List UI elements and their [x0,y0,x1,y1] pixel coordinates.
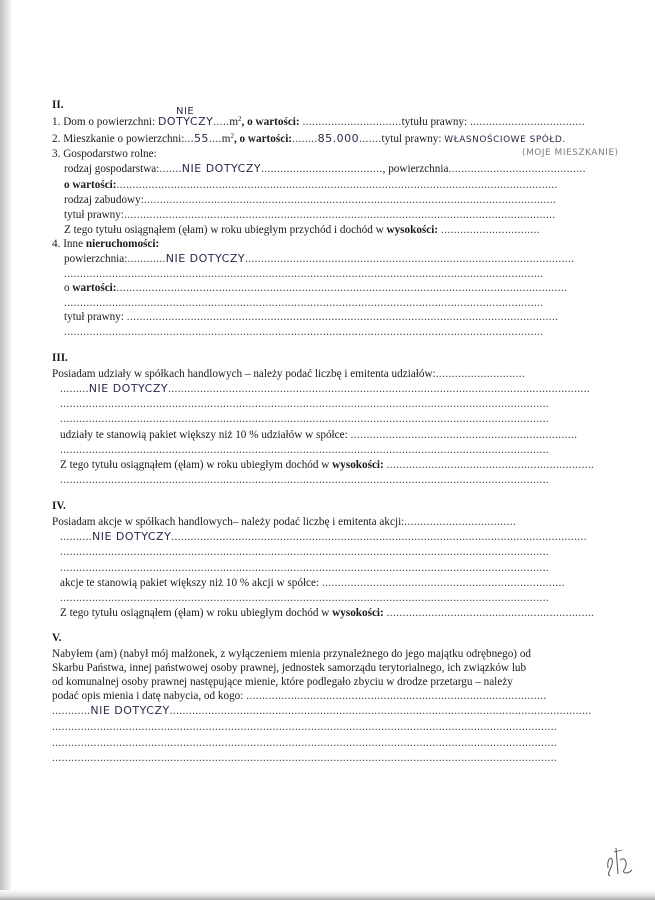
item2-unit: m [221,133,231,145]
item3-title-label: tytuł prawny: [64,209,124,221]
item3-value-line: o wartości:.......................................................................................................................................... [64,179,558,191]
item2-line: 2. Mieszkanie o $powierzchni:...55....m^2$, o wartości:........85.000.......tytul prawny: WŁASNOŚCIOWE SPÓŁD. [52,132,566,145]
item4-line [52,238,159,250]
item1-handwriting: DOTYCZY [157,115,214,128]
dotted-line: ......................................................................................................................................................... [60,413,550,425]
section-3-heading: III. [52,352,68,364]
section-3-hand-line: .........NIE DOTYCZY.................................................................................................................................... [60,382,591,395]
item3-income-text: Z tego tytułu osiągnąłem (ęłam) w roku ubiegłym przychód i dochód w [64,224,384,236]
section-3-income-line: Z tego tytułu osiągnąłem (ęłam) w roku ubiegłym dochód w wysokości: ................................................................. [60,459,595,471]
item4-bold: nieruchomości: [85,238,160,250]
section-3-intro: Posiadam udziały w spółkach handlowych – należy podać liczbę i emitenta udziałów: [52,368,436,380]
item1-unit-sup: 2 [238,115,242,123]
section-4-income-bold: wysokości: [332,607,384,619]
section-4-stake-text: akcje te stanowią pakiet większy niż 10 % akcji w spółce: [60,577,320,589]
item3-kind-line: rodzaj gospodarstwa:.......NIE DOTYCZY......................................, powierzchnia........................................... [64,162,586,175]
section-4-intro: Posiadam akcje w spółkach handlowych– należy podać liczbę i emitenta akcji: [52,516,405,528]
item4-value-line: o wartości:............................................................................................................................................. [64,282,568,294]
item4-value-prefix: o [64,282,70,294]
section-5-heading: V. [52,632,62,644]
section-4-hand-line: ..........NIE DOTYCZY.................................................................................................................................. [60,530,587,543]
item3-area-label: , powierzchnia [382,163,449,175]
section-4-heading: IV. [52,500,66,512]
item1-title-label: tytułu prawny: [401,116,468,128]
section-5-line4: podać opis mienia i datę nabycia, od kogo: [52,690,244,702]
item1-dots2: .................................... [469,116,586,128]
dotted-line: ......................................................................................................................................................... [60,474,550,486]
item4-area-label: powierzchnia: [64,253,128,265]
dotted-line: ...................................................................................................................................................... [64,326,544,338]
section-5-line2: Skarbu Państwa, innej państwowej osoby prawnej, jednostek samorządu terytorialnego, ich związków lub [52,662,527,674]
section-4-stake-line: akcje te stanowią pakiet większy niż 10 % akcji w spółce: ............................................................................ [60,577,565,589]
dotted-line: ...................................................................................................................................................... [64,268,544,280]
item4-value-bold: wartości: [72,282,117,294]
item1-prefix: 1. Dom o powierzchni: [52,116,156,128]
item2-hand-note: (MOJE MIESZKANIE) [522,148,619,158]
section-3-intro-line: Posiadam udziały w spółkach handlowych – należy podać liczbę i emitenta udziałów:............................ [52,368,526,380]
item2-prefix: 2. Mieszkanie o powierzchni: [52,133,185,145]
signature-initials [600,840,640,880]
section-3-handwriting: NIE DOTYCZY [88,382,169,395]
item2-value-label: , o wartości: [233,133,293,145]
item2-hand-value: 85.000 [317,132,360,145]
section-4-income-text: Z tego tytułu osiągnąłem (ęłam) w roku ubiegłym dochód w [60,607,330,619]
dotted-line: ......................................................................................................................................................... [60,592,550,604]
section-3-income-bold: wysokości: [332,459,384,471]
item3-title-line: tytuł prawny:....................................................................................................................................... [64,209,556,221]
item3-build-line: rodzaj zabudowy:................................................................................................................................. [64,194,557,206]
dotted-line: ......................................................................................................................................................... [60,562,550,574]
item4-area-line: powierzchnia:............NIE DOTYCZY....................................................................................................... [64,252,575,265]
section-3-stake-text: udziały te stanowią pakiet większy niż 10 % udziałów w spółce: [60,429,348,441]
dotted-line: .............................................................................................................................................................. [52,721,558,733]
section-4-intro-line: Posiadam akcje w spółkach handlowych– należy podać liczbę i emitenta akcji:................................... [52,516,517,528]
section-3-stake-line: udziały te stanowią pakiet większy niż 10 % udziałów w spółce: ....................................................................... [60,429,578,441]
item4-title-line: tytuł prawny: ....................................................................................................................................... [64,311,559,323]
scan-edge-left [0,0,12,900]
item3-handwriting: NIE DOTYCZY [181,162,262,175]
item1-line: 1. Dom o powierzchni: $DOTYCZY.....m^2$, o wartości: ...............................tytułu prawny: .................................... [52,115,586,128]
item1-dots1: ............................... [302,116,402,128]
item1-value-label: , o wartości: [241,116,300,128]
item1-unit: m [229,116,239,128]
dotted-line: ......................................................................................................................................................... [60,398,550,410]
section-5-line4-wrap: podać opis mienia i datę nabycia, od kogo: .............................................................................................. [52,690,547,702]
section-5-handwriting: NIE DOTYCZY [90,704,170,717]
section-5-line3: od komunalnej osoby prawnej następujące mienie, które podlegało zbyciu w drodze przetargu – należy [52,676,513,688]
dotted-line: ......................................................................................................................................................... [60,546,550,558]
item4-prefix: 4. Inne [52,238,84,250]
item1-handwriting-top: NIE [176,106,195,117]
section-3-income-text: Z tego tytułu osiągnąłem (ęłam) w roku ubiegłym dochód w [60,459,330,471]
item4-handwriting: NIE DOTYCZY [165,252,246,265]
dotted-line: .............................................................................................................................................................. [52,752,558,764]
section-4-income-line: Z tego tytułu osiągnąłem (ęłam) w roku ubiegłym dochód w wysokości: ................................................................. [60,607,595,619]
item4-title-label: tytuł prawny: [64,311,124,323]
item3-value-label: o wartości: [64,179,117,191]
item3-build-label: rodzaj zabudowy: [64,194,144,206]
item3-income-bold: wysokości: [386,224,439,236]
dotted-line: .............................................................................................................................................................. [52,737,558,749]
item2-title-label: tytul prawny: [381,133,442,145]
scan-edge-bottom [0,890,655,900]
section-4-handwriting: NIE DOTYCZY [91,530,172,543]
item2-hand-area: 55 [193,132,209,145]
dotted-line: ...................................................................................................................................................... [64,297,544,309]
item2-hand-title: WŁASNOŚCIOWE SPÓŁD. [444,135,566,145]
section-5-hand-line: ............NIE DOTYCZY.................................................................................................................................... [52,704,592,717]
section-5-line1: Nabyłem (am) (nabył mój małżonek, z wyłączeniem mienia przynależnego do jego majątku odrębnego) od [52,648,532,660]
dotted-line: ......................................................................................................................................................... [60,444,550,456]
item3-kind-label: rodzaj gospodarstwa: [64,163,160,175]
section-2-heading: II. [52,99,64,111]
item3-prefix: 3. Gospodarstwo rolne: [52,148,157,160]
item2-unit-sup: 2 [230,132,234,140]
item3-income-line: Z tego tytułu osiągnąłem (ęłam) w roku ubiegłym przychód i dochód w wysokości: ............................... [64,224,540,236]
